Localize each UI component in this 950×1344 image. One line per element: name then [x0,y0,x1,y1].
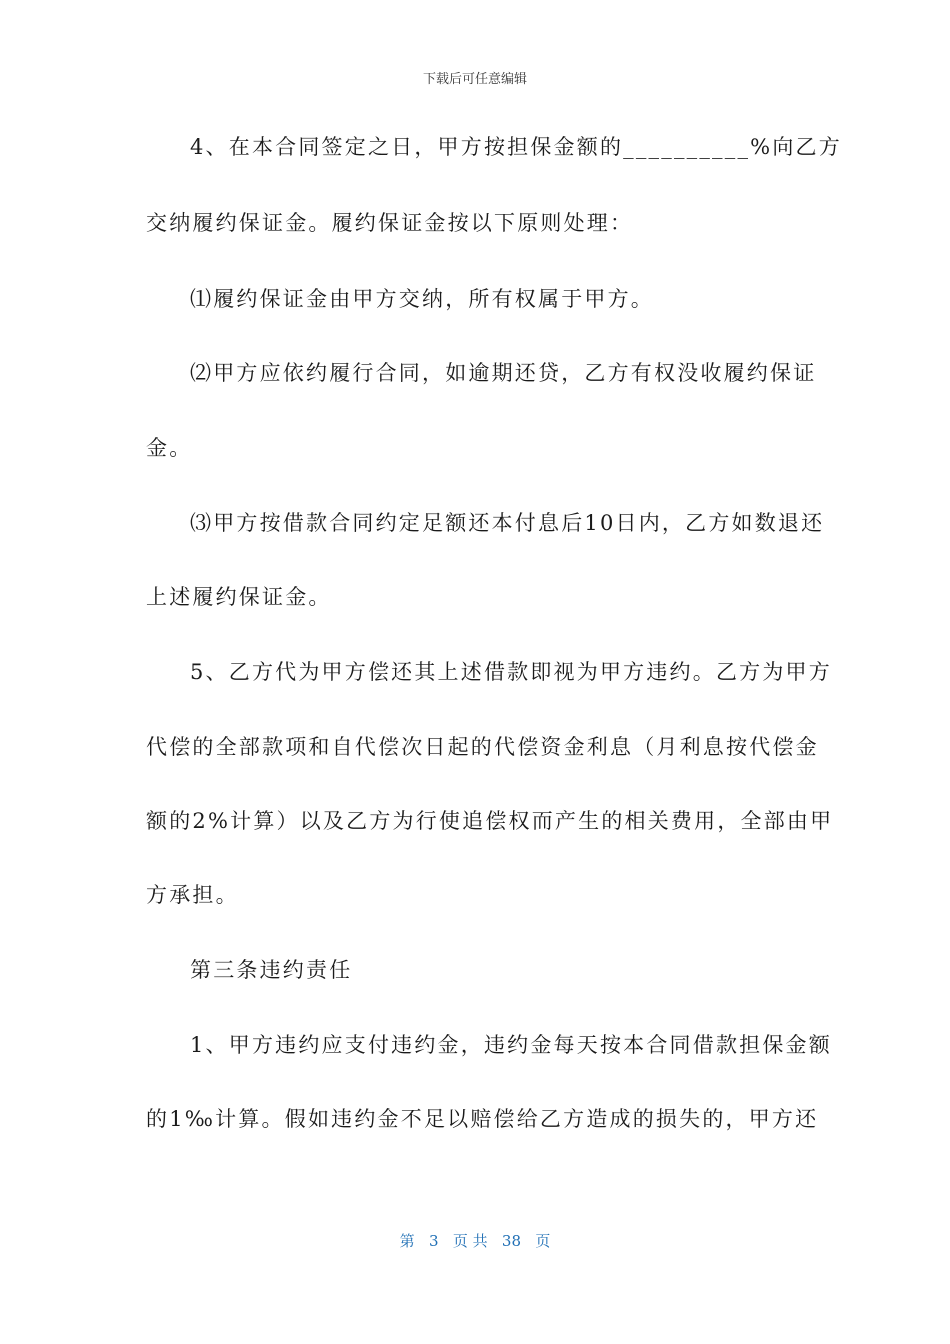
paragraph-line: ⑵甲方应依约履行合同，如逾期还贷，乙方有权没收履约保证 [190,361,817,385]
paragraph-line: 上述履约保证金。 [146,585,332,609]
paragraph-line: 4、在本合同签定之日，甲方按担保金额的__________%向乙方 [190,135,842,159]
paragraph-line: 代偿的全部款项和自代偿次日起的代偿资金利息（月利息按代偿金 [146,735,819,759]
footer-page-number: 3 [428,1232,439,1250]
paragraph-line: 的1‰计算。假如违约金不足以赔偿给乙方造成的损失的，甲方还 [146,1107,819,1131]
footer-middle: 页 共 [452,1232,488,1250]
footer-prefix: 第 [399,1232,415,1250]
page-footer [0,1230,950,1251]
paragraph-line: 金。 [146,436,193,460]
paragraph-line: 交纳履约保证金。履约保证金按以下原则处理： [146,211,634,235]
paragraph-line: 5、乙方代为甲方偿还其上述借款即视为甲方违约。乙方为甲方 [190,660,832,684]
paragraph-line: 1、甲方违约应支付违约金，违约金每天按本合同借款担保金额 [190,1033,832,1057]
paragraph-line: ⑴履约保证金由甲方交纳，所有权属于甲方。 [190,287,654,311]
paragraph-line: ⑶甲方按借款合同约定足额还本付息后10日内，乙方如数退还 [190,511,825,535]
paragraph-line: 方承担。 [146,883,239,907]
page-header: 下载后可任意编辑 [422,72,527,87]
footer-suffix: 页 [535,1232,551,1250]
footer-total-pages: 38 [501,1232,522,1250]
paragraph-line: 额的2%计算）以及乙方为行使追偿权而产生的相关费用，全部由甲 [146,809,834,833]
section-heading: 第三条违约责任 [190,958,353,982]
